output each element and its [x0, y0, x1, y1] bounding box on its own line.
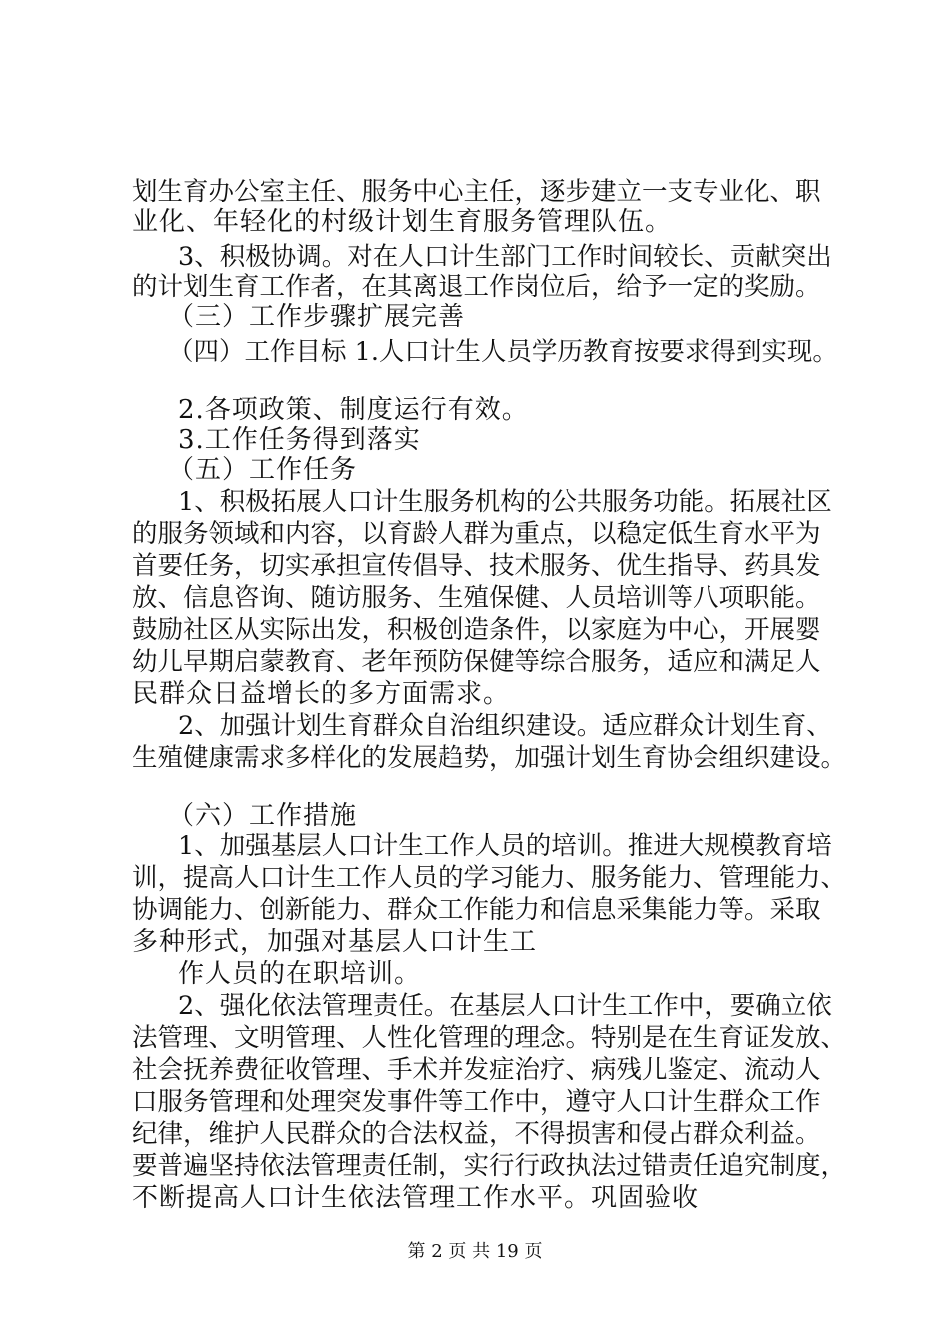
text-line: 首要任务，切实承担宣传倡导、技术服务、优生指导、药具发 — [132, 551, 821, 581]
text-line: 多种形式，加强对基层人口计生工 — [132, 927, 538, 957]
text-line: 幼儿早期启蒙教育、老年预防保健等综合服务，适应和满足人 — [132, 647, 821, 677]
section-heading: （五）工作任务 — [168, 455, 358, 485]
text-line: 不断提高人口计生依法管理工作水平。巩固验收 — [132, 1183, 700, 1213]
text-line: 2、加强计划生育群众自治组织建设。适应群众计划生育、 — [178, 711, 832, 741]
text-line: 民群众日益增长的多方面需求。 — [132, 679, 511, 709]
text-line: 3.工作任务得到落实 — [178, 425, 421, 455]
section-heading: （三）工作步骤扩展完善 — [168, 302, 466, 332]
text-line: 生殖健康需求多样化的发展趋势，加强计划生育协会组织建设。 — [132, 743, 847, 773]
text-line: 鼓励社区从实际出发，积极创造条件，以家庭为中心，开展婴 — [132, 615, 821, 645]
text-line: 2.各项政策、制度运行有效。 — [178, 395, 529, 425]
text-line: 2、强化依法管理责任。在基层人口计生工作中，要确立依 — [178, 991, 832, 1021]
text-line: 口服务管理和处理突发事件等工作中，遵守人口计生群众工作 — [132, 1087, 821, 1117]
text-line: 法管理、文明管理、人性化管理的理念。特别是在生育证发放、 — [132, 1023, 847, 1053]
text-line: 要普遍坚持依法管理责任制，实行行政执法过错责任追究制度， — [132, 1151, 847, 1181]
text-line: 的服务领域和内容，以育龄人群为重点，以稳定低生育水平为 — [132, 519, 821, 549]
page-number-footer: 第 2 页 共 19 页 — [407, 1241, 543, 1262]
text-line: 作人员的在职培训。 — [178, 959, 422, 989]
text-line: 协调能力、创新能力、群众工作能力和信息采集能力等。采取 — [132, 895, 821, 925]
text-line: 业化、年轻化的村级计划生育服务管理队伍。 — [132, 207, 673, 237]
section-heading: （四）工作目标 1.人口计生人员学历教育按要求得到实现。 — [168, 337, 838, 367]
text-line: 纪律，维护人民群众的合法权益，不得损害和侵占群众利益。 — [132, 1119, 821, 1149]
text-line: 划生育办公室主任、服务中心主任，逐步建立一支专业化、职 — [132, 177, 821, 207]
text-line: 1、加强基层人口计生工作人员的培训。推进大规模教育培 — [178, 831, 832, 861]
text-line: 社会抚养费征收管理、手术并发症治疗、病残儿鉴定、流动人 — [132, 1055, 821, 1085]
text-line: 放、信息咨询、随访服务、生殖保健、人员培训等八项职能。 — [132, 583, 821, 613]
text-line: 训，提高人口计生工作人员的学习能力、服务能力、管理能力、 — [132, 863, 847, 893]
section-heading: （六）工作措施 — [168, 801, 358, 831]
text-line: 1、积极拓展人口计生服务机构的公共服务功能。拓展社区 — [178, 487, 832, 517]
text-line: 3、积极协调。对在人口计生部门工作时间较长、贡献突出 — [178, 242, 832, 272]
text-line: 的计划生育工作者，在其离退工作岗位后，给予一定的奖励。 — [132, 272, 821, 302]
